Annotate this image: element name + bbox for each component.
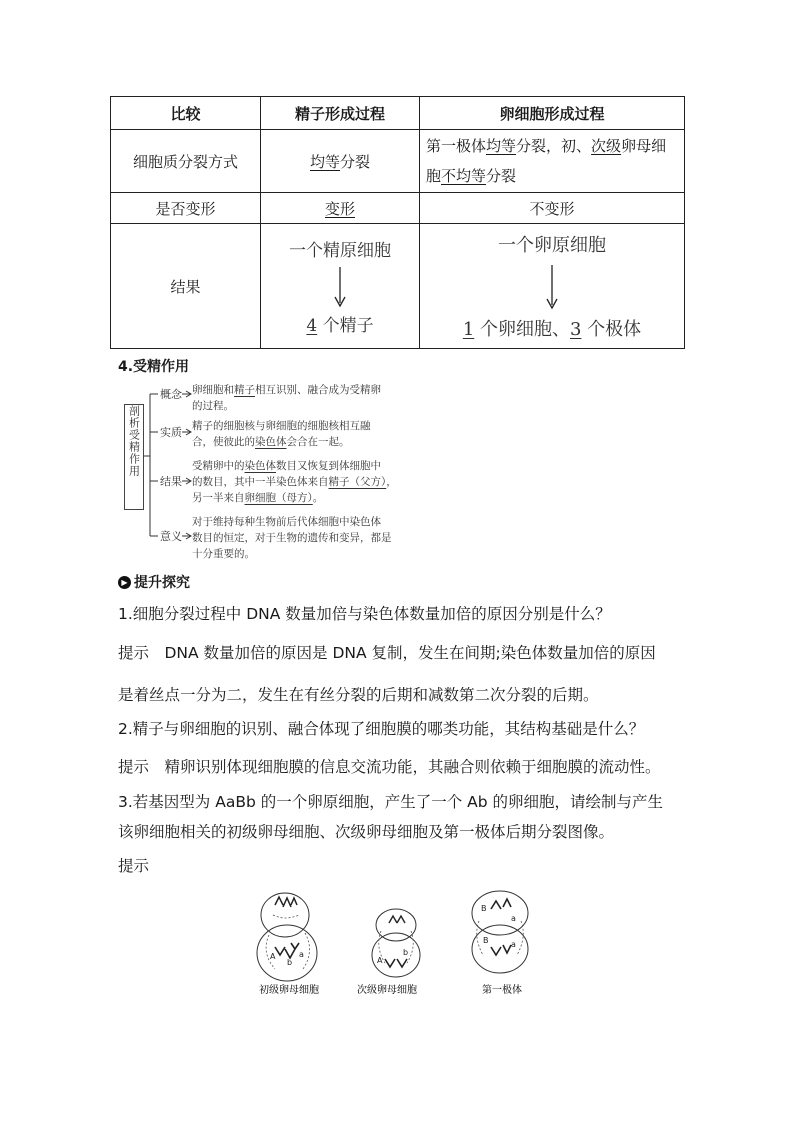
down-arrow-icon (542, 263, 562, 311)
explore-label: 提升探究 (134, 575, 190, 591)
underlined-answer: 1 (462, 319, 475, 340)
egg-result (420, 224, 685, 349)
cell-text: 分裂 (340, 152, 371, 171)
play-icon: ▶ (118, 576, 131, 589)
text: 合，使彼此的 (192, 436, 255, 448)
text: 数目又恢复到体细胞中 (276, 460, 381, 472)
header-sperm: 精子形成过程 (261, 97, 420, 130)
down-arrow-icon (330, 265, 350, 309)
first-polar-body-figure (472, 891, 528, 973)
text: 的过程。 (192, 400, 234, 412)
table-header-row (111, 97, 685, 130)
header-egg: 卵细胞形成过程 (420, 97, 685, 130)
table-row (111, 224, 685, 349)
underlined-answer: 4 (306, 316, 318, 336)
figure-caption: 初级卵母细胞 (259, 985, 319, 996)
text: 的数目，其中一半染色体来自 (192, 476, 329, 488)
cell-text: 卵母细胞 (426, 137, 667, 185)
gene-label: A (270, 952, 276, 961)
secondary-oocyte-figure (372, 909, 420, 977)
gene-label: B (481, 904, 487, 913)
sperm-result (261, 224, 420, 349)
answer-1-line2: 是着丝点一分为二，发生在有丝分裂的后期和减数第二次分裂的后期。 (118, 686, 599, 704)
diagram-title: 剖析受精作用 (127, 405, 141, 477)
egg-deform: 不变形 (420, 193, 685, 224)
item-label: 结果 (160, 475, 182, 488)
underlined-term: 染色体 (255, 436, 287, 448)
cell-division-figures (255, 885, 545, 1000)
item-label: 实质 (160, 426, 182, 439)
concept-text (192, 382, 420, 414)
figure-caption: 次级卵母细胞 (357, 985, 417, 996)
cell-text: 第一极体 (426, 137, 487, 155)
text: 卵细胞和 (192, 384, 234, 396)
text: 另一半来自 (192, 492, 245, 504)
header-compare: 比较 (111, 97, 261, 130)
primary-oocyte-figure (257, 893, 317, 981)
result-text (192, 458, 420, 506)
text: 十分重要的。 (192, 548, 255, 560)
essence-text (192, 418, 420, 450)
underlined-term: 精子 (234, 384, 255, 396)
section-heading: 4.受精作用 (118, 359, 190, 375)
gene-label: b (403, 948, 409, 957)
text: 数目的恒定，对于生物的遗传和变异，都是 (192, 532, 392, 544)
explore-section-heading (118, 572, 190, 592)
underlined-answer: 均等 (309, 152, 340, 171)
row-label-deform: 是否变形 (111, 193, 261, 224)
text: 。 (312, 492, 324, 504)
cell-text: 个极体 (587, 319, 642, 340)
table-row (111, 130, 685, 193)
row-label-result: 结果 (111, 224, 261, 349)
gene-label: a (511, 914, 516, 923)
significance-text (192, 514, 420, 562)
text: 对于维持每种生物前后代体细胞中染色体 (192, 516, 381, 528)
gene-label: a (299, 950, 304, 959)
question-2: 2.精子与卵细胞的识别、融合体现了细胞膜的哪类功能，其结构基础是什么？ (118, 720, 645, 738)
cell-text: 分裂，初、 (516, 137, 592, 155)
question-3-line1: 3.若基因型为 AaBb 的一个卵原细胞，产生了一个 Ab 的卵细胞，请绘制与产生 (118, 793, 664, 811)
gene-label: B (483, 936, 489, 945)
egg-origin: 一个卵原细胞 (498, 235, 606, 256)
question-3-line2: 该卵细胞相关的初级卵母细胞、次级卵母细胞及第一极体后期分裂图像。 (118, 823, 615, 841)
text: 受精卵中的 (192, 460, 245, 472)
item-label: 意义 (160, 530, 182, 543)
egg-cytoplasm-division (420, 130, 685, 193)
text: 精子的细胞核与卵细胞的细胞核相互融 (192, 420, 371, 432)
underlined-answer: 次级 (591, 137, 622, 155)
underlined-term: 染色体 (244, 460, 276, 472)
gene-label: b (287, 958, 293, 967)
underlined-term: 精子（父方） (328, 476, 387, 488)
sperm-deform (261, 193, 420, 224)
gene-label: A (377, 956, 383, 965)
underlined-answer: 变形 (324, 199, 355, 218)
answer-2: 提示 精卵识别体现细胞膜的信息交流功能，其融合则依赖于细胞膜的流动性。 (118, 758, 661, 776)
comparison-table (110, 96, 685, 349)
sperm-product (267, 311, 413, 336)
underlined-answer: 不均等 (441, 167, 487, 185)
text: ， (386, 476, 397, 488)
text: 相互识别、融合成为受精卵 (255, 384, 381, 396)
sperm-cytoplasm-division (261, 130, 420, 193)
cell-text: 个精子 (322, 316, 374, 336)
text: 会合在一起。 (286, 436, 350, 448)
question-1: 1.细胞分裂过程中 DNA 数量加倍与染色体数量加倍的原因分别是什么？ (118, 605, 611, 623)
cell-text: 个卵细胞、 (480, 319, 570, 340)
underlined-term: 卵细胞（母方） (244, 492, 313, 504)
fertilization-diagram (120, 378, 420, 568)
answer-3-label: 提示 (118, 857, 150, 875)
item-label: 概念 (160, 388, 182, 401)
answer-1-line1: 提示 DNA 数量加倍的原因是 DNA 复制，发生在间期;染色体数量加倍的原因 (118, 644, 656, 662)
sperm-origin: 一个精原细胞 (289, 241, 391, 261)
gene-label: a (511, 940, 516, 949)
underlined-answer: 3 (570, 319, 582, 340)
table-row (111, 193, 685, 224)
cell-text: 分裂 (486, 167, 517, 185)
underlined-answer: 均等 (486, 137, 517, 155)
figure-caption: 第一极体 (482, 985, 522, 996)
egg-product (426, 315, 678, 341)
row-label-cytoplasm: 细胞质分裂方式 (111, 130, 261, 193)
